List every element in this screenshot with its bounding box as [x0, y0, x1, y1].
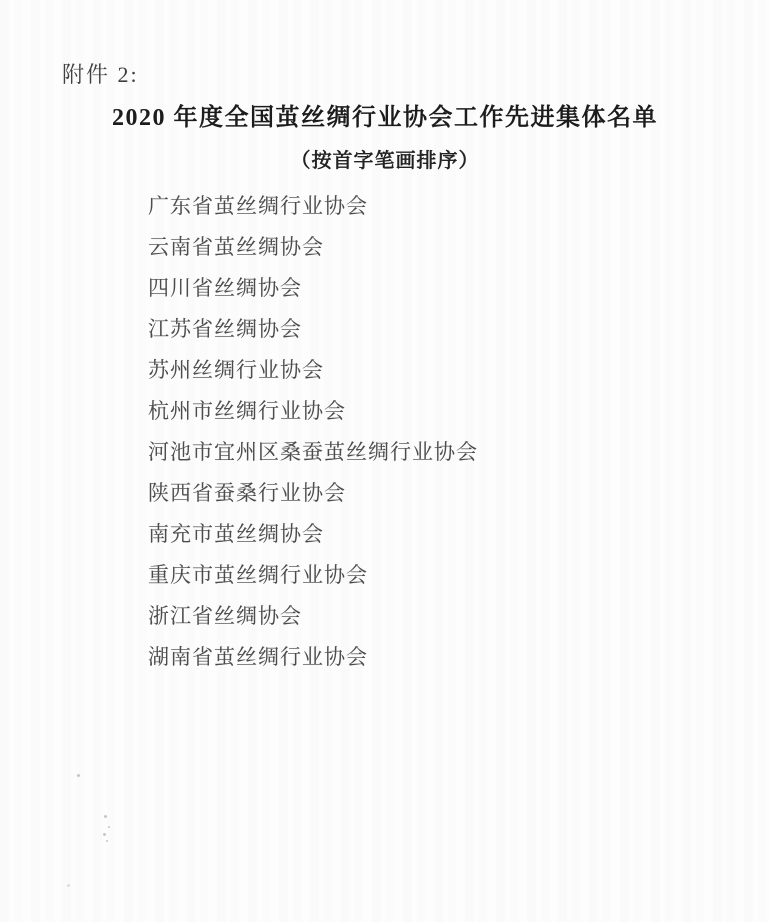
- scan-speck: [67, 884, 70, 887]
- scan-speck: [104, 815, 107, 818]
- list-item: 重庆市茧丝绸行业协会: [148, 563, 368, 587]
- scan-speck: [108, 826, 110, 828]
- list-item: 陕西省蚕桑行业协会: [148, 481, 346, 505]
- list-item: 杭州市丝绸行业协会: [148, 399, 346, 423]
- list-item: 湖南省茧丝绸行业协会: [148, 645, 368, 669]
- list-item: 云南省茧丝绸协会: [148, 235, 324, 259]
- list-item: 四川省丝绸协会: [148, 276, 302, 300]
- list-item: 南充市茧丝绸协会: [148, 522, 324, 546]
- list-item: 浙江省丝绸协会: [148, 604, 302, 628]
- list-item: 广东省茧丝绸行业协会: [148, 194, 368, 218]
- scan-speck: [103, 833, 106, 836]
- list-item: 江苏省丝绸协会: [148, 317, 302, 341]
- attachment-label: 附件 2:: [62, 62, 139, 87]
- award-list: [148, 186, 478, 678]
- list-item: 苏州丝绸行业协会: [148, 358, 324, 382]
- scan-speck: [77, 774, 80, 777]
- list-item: 河池市宜州区桑蚕茧丝绸行业协会: [148, 440, 478, 464]
- page-subtitle: （按首字笔画排序）: [290, 150, 480, 172]
- scan-speck: [106, 840, 108, 842]
- page-title: 2020 年度全国茧丝绸行业协会工作先进集体名单: [112, 105, 658, 131]
